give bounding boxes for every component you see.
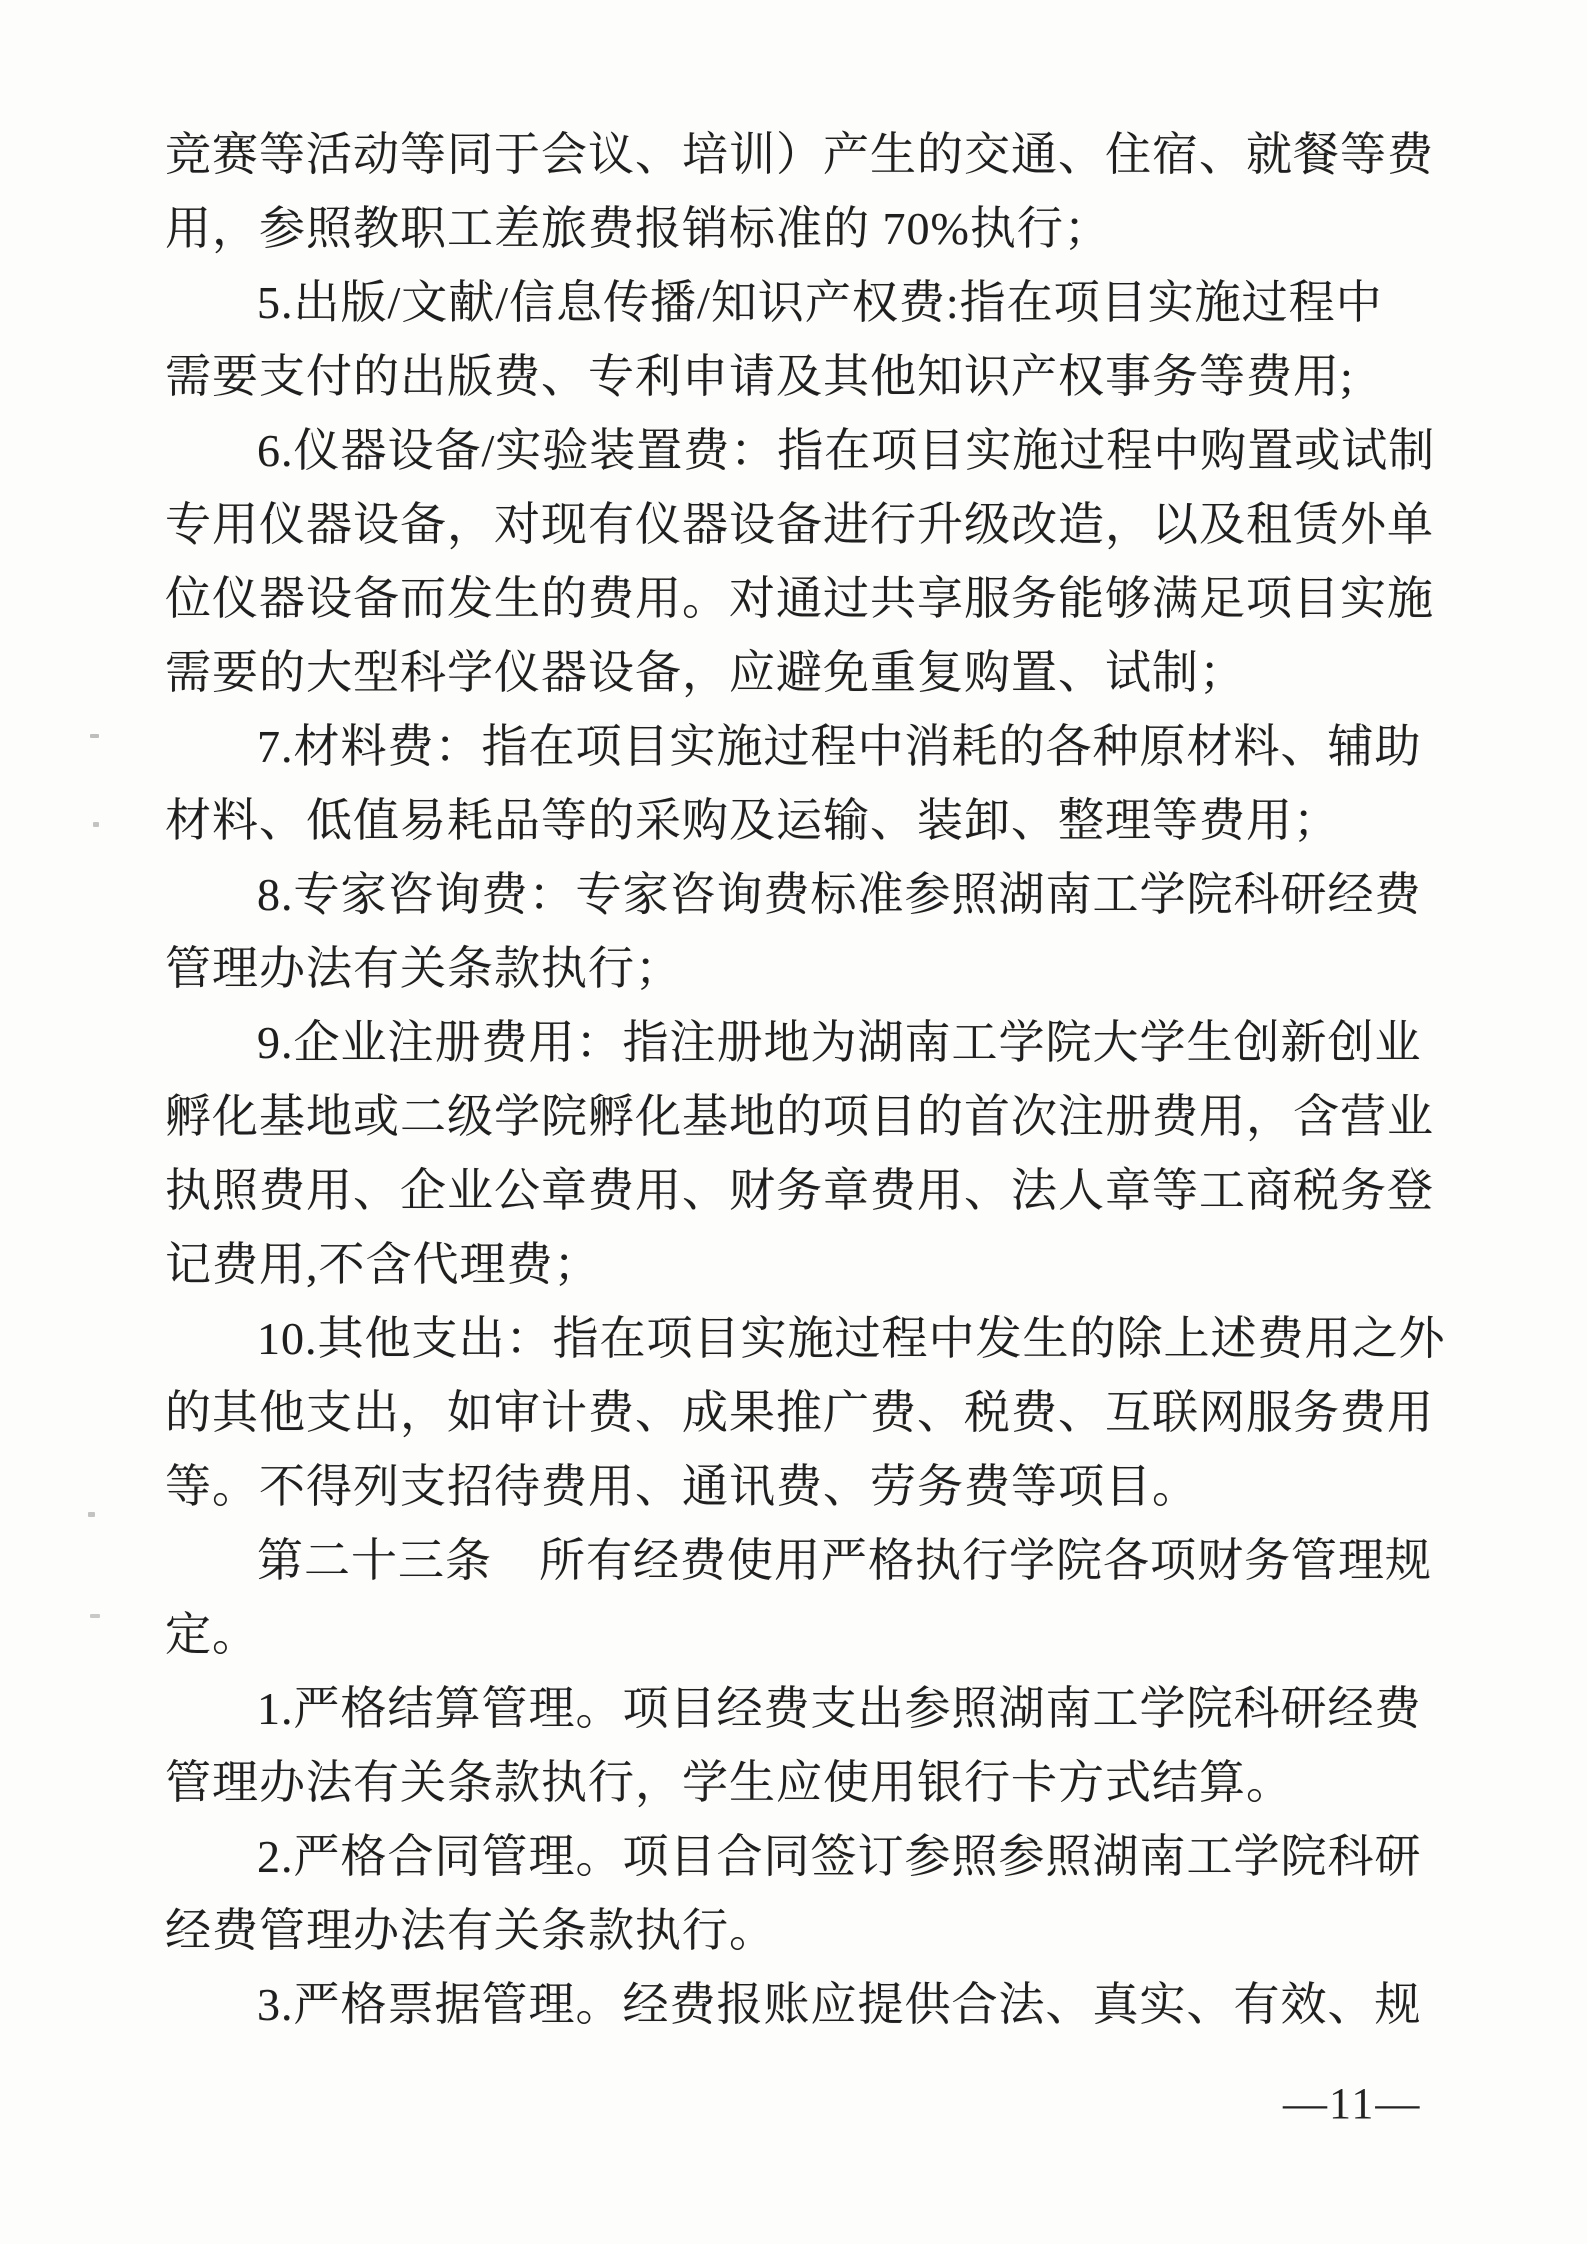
- text-line: 专用仪器设备，对现有仪器设备进行升级改造，以及租赁外单: [165, 499, 1434, 550]
- text-line: 需要的大型科学仪器设备，应避免重复购置、试制；: [165, 647, 1246, 698]
- text-line: 7.材料费：指在项目实施过程中消耗的各种原材料、辅助: [257, 721, 1422, 772]
- text-line: 8.专家咨询费：专家咨询费标准参照湖南工学院科研经费: [257, 869, 1422, 920]
- text-line: 执照费用、企业公章费用、财务章费用、法人章等工商税务登: [165, 1165, 1434, 1216]
- text-line: 位仪器设备而发生的费用。对通过共享服务能够满足项目实施: [165, 573, 1434, 624]
- scan-speckle: [93, 822, 99, 827]
- text-line: 用，参照教职工差旅费报销标准的 70%执行；: [165, 203, 1111, 254]
- text-line: 记费用,不含代理费；: [165, 1239, 601, 1290]
- body-text-block: [165, 118, 1446, 2042]
- scan-speckle: [90, 734, 99, 738]
- text-line: 3.严格票据管理。经费报账应提供合法、真实、有效、规: [257, 1979, 1422, 2030]
- text-line: 10.其他支出：指在项目实施过程中发生的除上述费用之外: [257, 1313, 1446, 1364]
- text-line: 的其他支出，如审计费、成果推广费、税费、互联网服务费用: [165, 1387, 1434, 1438]
- text-line: 2.严格合同管理。项目合同签订参照参照湖南工学院科研: [257, 1831, 1422, 1882]
- text-line: 第二十三条 所有经费使用严格执行学院各项财务管理规: [257, 1535, 1432, 1586]
- page-number: —11—: [1283, 2079, 1422, 2128]
- text-line: 竞赛等活动等同于会议、培训）产生的交通、住宿、就餐等费: [165, 129, 1434, 180]
- text-line: 孵化基地或二级学院孵化基地的项目的首次注册费用，含营业: [165, 1091, 1434, 1142]
- text-line: 管理办法有关条款执行；: [165, 943, 682, 994]
- scan-speckle: [90, 1614, 100, 1618]
- text-line: 材料、低值易耗品等的采购及运输、装卸、整理等费用；: [165, 795, 1340, 846]
- text-line: 定。: [165, 1609, 259, 1660]
- scan-speckle: [88, 1512, 95, 1517]
- text-line: 5.出版/文献/信息传播/知识产权费:指在项目实施过程中: [257, 277, 1383, 328]
- text-line: 9.企业注册费用：指注册地为湖南工学院大学生创新创业: [257, 1017, 1422, 1068]
- text-line: 等。不得列支招待费用、通讯费、劳务费等项目。: [165, 1461, 1199, 1512]
- text-line: 6.仪器设备/实验装置费：指在项目实施过程中购置或试制: [257, 425, 1436, 476]
- text-line: 管理办法有关条款执行，学生应使用银行卡方式结算。: [165, 1757, 1293, 1808]
- text-line: 1.严格结算管理。项目经费支出参照湖南工学院科研经费: [257, 1683, 1422, 1734]
- text-line: 需要支付的出版费、专利申请及其他知识产权事务等费用;: [165, 351, 1354, 402]
- text-line: 经费管理办法有关条款执行。: [165, 1905, 776, 1956]
